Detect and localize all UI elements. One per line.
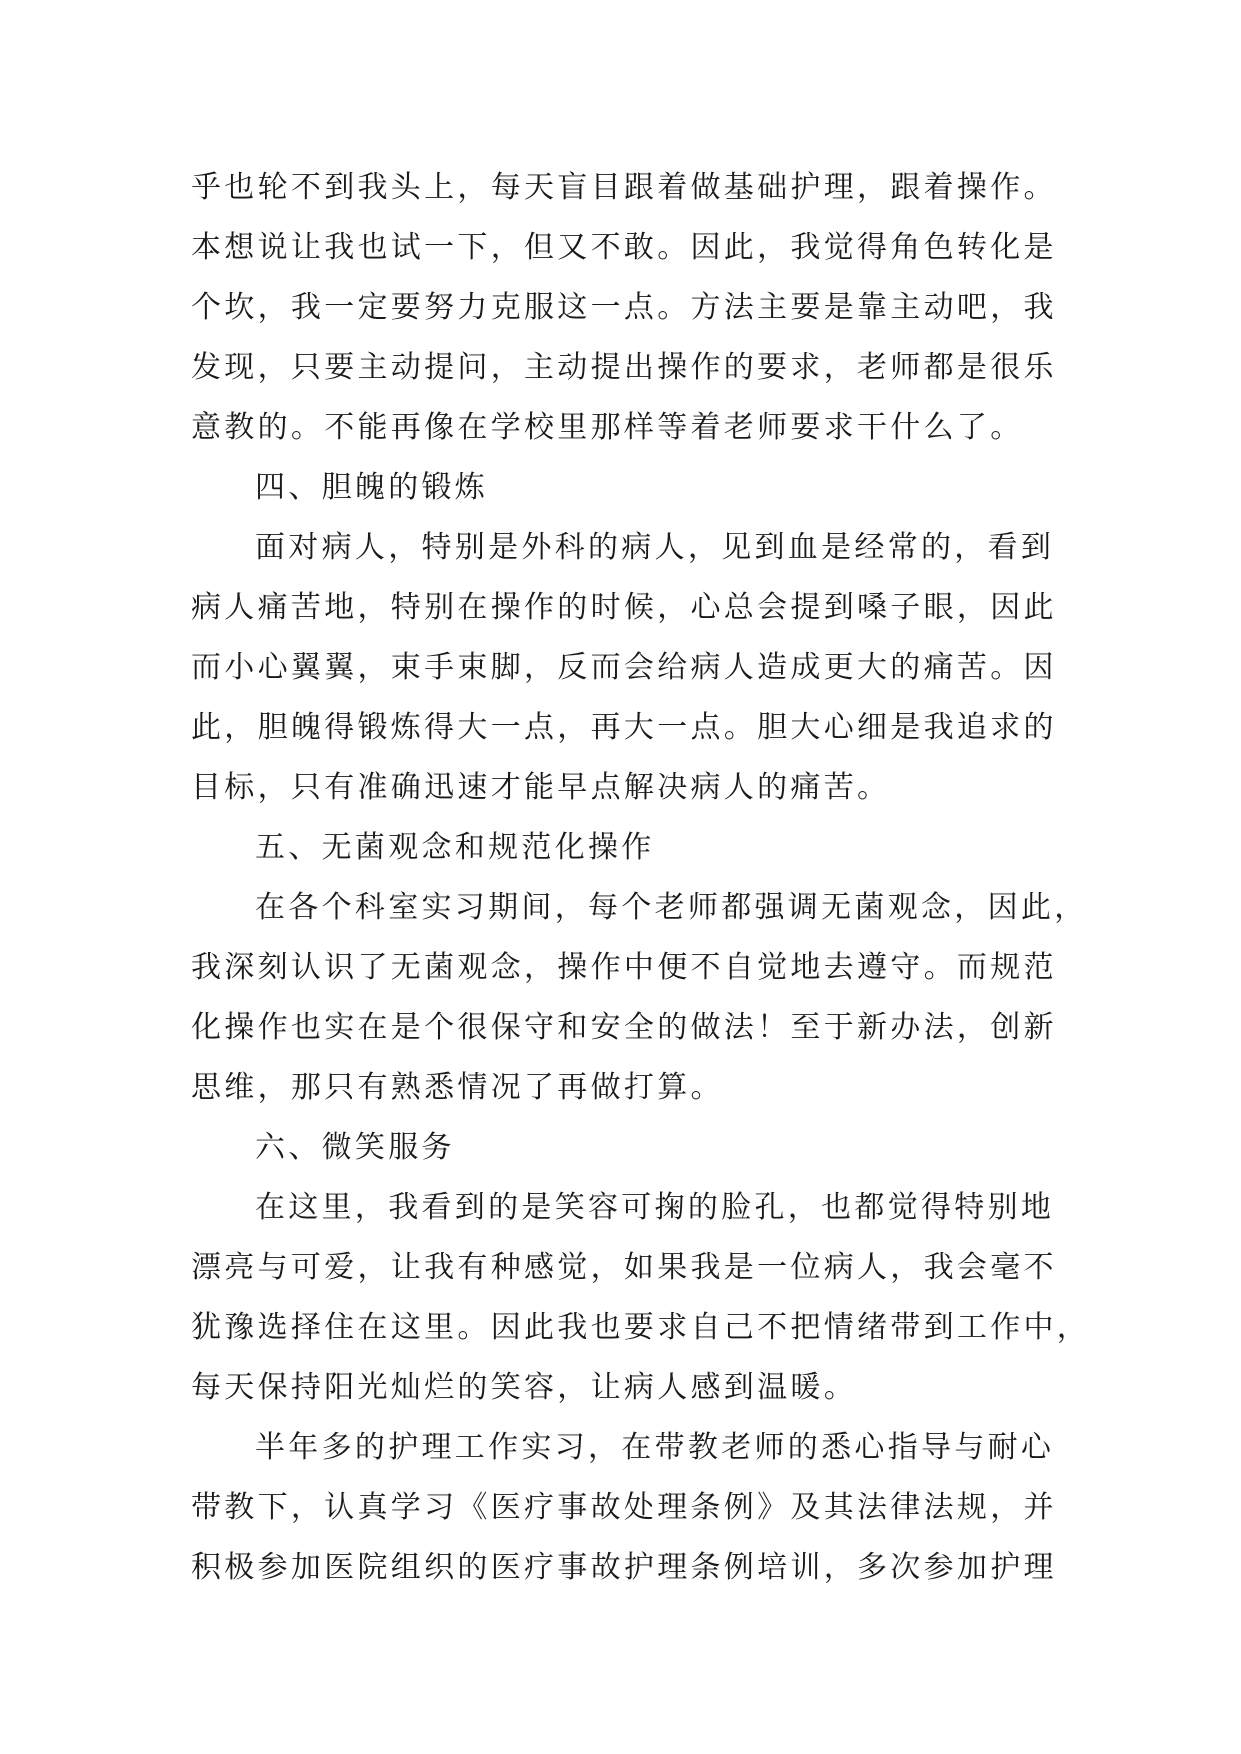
text-line: 发现，只要主动提问，主动提出操作的要求，老师都是很乐 — [191, 350, 1057, 385]
text-line: 而小心翼翼，束手束脚，反而会给病人造成更大的痛苦。因 — [191, 650, 1057, 685]
text-line: 在这里，我看到的是笑容可掬的脸孔，也都觉得特别地 — [255, 1190, 1055, 1225]
text-line: 本想说让我也试一下，但又不敢。因此，我觉得角色转化是 — [191, 230, 1057, 265]
text-line: 犹豫选择住在这里。因此我也要求自己不把情绪带到工作中， — [191, 1310, 1091, 1345]
text-line: 积极参加医院组织的医疗事故护理条例培训，多次参加护理 — [191, 1550, 1057, 1585]
section-heading-6: 六、微笑服务 — [255, 1130, 455, 1165]
text-line: 漂亮与可爱，让我有种感觉，如果我是一位病人，我会毫不 — [191, 1250, 1057, 1285]
text-line: 在各个科室实习期间，每个老师都强调无菌观念，因此， — [255, 890, 1088, 925]
text-line: 半年多的护理工作实习，在带教老师的悉心指导与耐心 — [255, 1430, 1055, 1465]
text-line: 乎也轮不到我头上，每天盲目跟着做基础护理，跟着操作。 — [191, 170, 1057, 205]
section-heading-4: 四、胆魄的锻炼 — [255, 470, 489, 505]
text-line: 我深刻认识了无菌观念，操作中便不自觉地去遵守。而规范 — [191, 950, 1057, 985]
text-line: 目标，只有准确迅速才能早点解决病人的痛苦。 — [191, 770, 891, 805]
text-line: 化操作也实在是个很保守和安全的做法！至于新办法，创新 — [191, 1010, 1057, 1045]
document-body — [191, 158, 1091, 1598]
text-line: 思维，那只有熟悉情况了再做打算。 — [191, 1070, 724, 1105]
text-line: 意教的。不能再像在学校里那样等着老师要求干什么了。 — [191, 410, 1024, 445]
text-line: 每天保持阳光灿烂的笑容，让病人感到温暖。 — [191, 1370, 857, 1405]
text-line: 带教下，认真学习《医疗事故处理条例》及其法律法规，并 — [191, 1490, 1057, 1525]
text-line: 面对病人，特别是外科的病人，见到血是经常的，看到 — [255, 530, 1055, 565]
section-heading-5: 五、无菌观念和规范化操作 — [255, 830, 655, 865]
text-line: 此，胆魄得锻炼得大一点，再大一点。胆大心细是我追求的 — [191, 710, 1057, 745]
text-line: 个坎，我一定要努力克服这一点。方法主要是靠主动吧，我 — [191, 290, 1057, 325]
text-line: 病人痛苦地，特别在操作的时候，心总会提到嗓子眼，因此 — [191, 590, 1057, 625]
